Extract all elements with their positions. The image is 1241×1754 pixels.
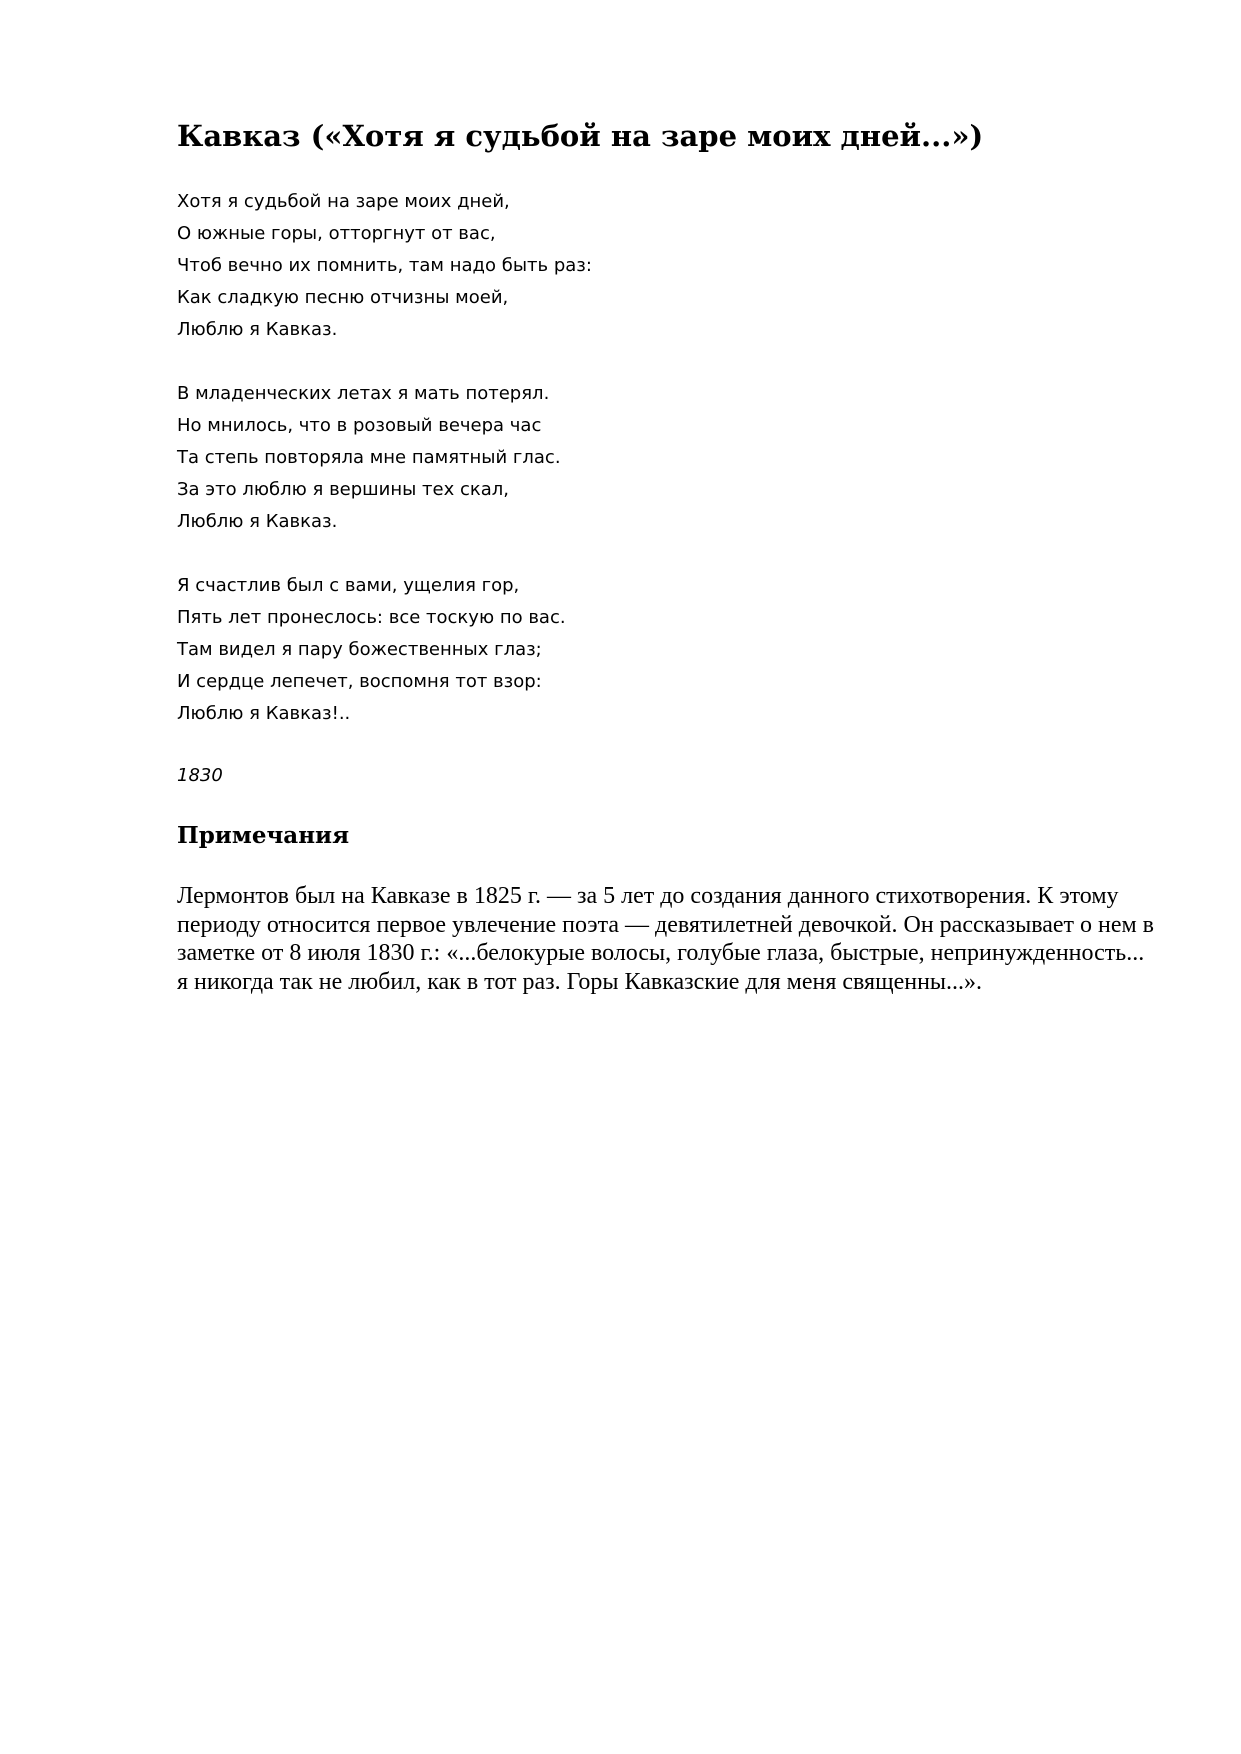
poem-line: Но мнилось, что в розовый вечера час	[177, 415, 542, 436]
stanza-1	[177, 186, 592, 346]
poem-line: Как сладкую песню отчизны моей,	[177, 287, 509, 308]
poem-line: Люблю я Кавказ.	[177, 511, 338, 532]
poem-line: Чтоб вечно их помнить, там надо быть раз:	[177, 255, 592, 276]
poem-line: И сердце лепечет, воспомня тот взор:	[177, 671, 542, 692]
poem-line: Там видел я пару божественных глаз;	[177, 639, 542, 660]
notes-paragraph: Лермонтов был на Кавказе в 1825 г. — за 5 лет до создания данного стихотворения. К этому периоду относится первое увлечение поэта — девятилетней девочкой. Он рассказывает о нем в заметке от 8 июля 1830 г.: «...белокурые волосы, голубые глаза, быстрые, непринужденность... я никогда так не любил, как в тот раз. Горы Кавказские для меня священны...».	[177, 883, 1155, 995]
poem-line: За это люблю я вершины тех скал,	[177, 479, 510, 500]
poem-line: Та степь повторяла мне памятный глас.	[177, 447, 561, 468]
notes-heading: Примечания	[177, 822, 350, 849]
stanza-3	[177, 570, 592, 730]
poem-title: Кавказ («Хотя я судьбой на заре моих дней...»)	[177, 119, 984, 153]
poem-date: 1830	[177, 765, 223, 786]
poem-line: Люблю я Кавказ.	[177, 319, 338, 340]
poem-line: О южные горы, отторгнут от вас,	[177, 223, 496, 244]
stanza-2	[177, 378, 592, 538]
poem-line: Люблю я Кавказ!..	[177, 703, 351, 724]
poem-line: В младенческих летах я мать потерял.	[177, 383, 550, 404]
poem-line: Пять лет пронеслось: все тоскую по вас.	[177, 607, 566, 628]
poem-line: Хотя я судьбой на заре моих дней,	[177, 191, 510, 212]
poem-body	[177, 186, 592, 762]
poem-line: Я счастлив был с вами, ущелия гор,	[177, 575, 520, 596]
